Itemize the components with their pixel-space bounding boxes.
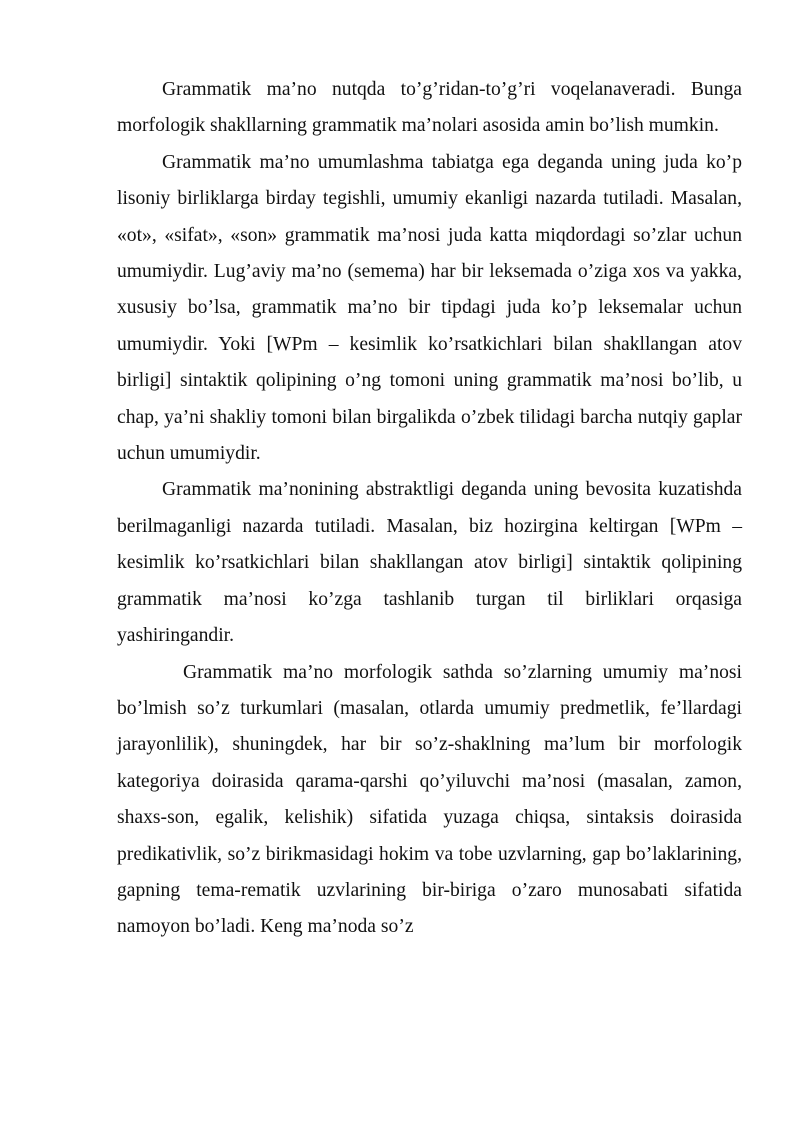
paragraph-3: Grammatik ma’nonining abstraktligi deganda uning bevosita kuzatishda berilmaganligi nazarda tutiladi. Masalan, biz hozirgina keltirgan [WPm – kesimlik ko’rsatkichlari bilan shakllangan atov birligi] sintaktik qolipining grammatik ma’nosi ko’zga tashlanib turgan til birliklari orqasiga yashiringandir. <box>117 479 742 647</box>
paragraph-1: Grammatik ma’no nutqda to’g’ridan-to’g’ri voqelanaveradi. Bunga morfologik shakllarning grammatik ma’nolari asosida amin bo’lish mumkin. <box>117 79 742 137</box>
paragraph-2: Grammatik ma’no umumlashma tabiatga ega deganda uning juda ko’p lisoniy birliklarga birday tegishli, umumiy ekanligi nazarda tutiladi. Masalan, «ot», «sifat», «son» grammatik ma’nosi juda katta miqdordagi so’zlar uchun umumiydir. Lug’aviy ma’no (semema) har bir leksemada o’ziga xos va yakka, xususiy bo’lsa, grammatik ma’no bir tipdagi juda ko’p leksemalar uchun umumiydir. Yoki [WPm – kesimlik ko’rsatkichlari bilan shakllangan atov birligi] sintaktik qolipining o’ng tomoni uning grammatik ma’nosi bo’lib, u chap, ya’ni shakliy tomoni bilan birgalikda o’zbek tilidagi barcha nutqiy gaplar uchun umumiydir. <box>117 151 742 465</box>
paragraph-4: Grammatik ma’no morfologik sathda so’zlarning umumiy ma’nosi bo’lmish so’z turkumlari (masalan, otlarda umumiy predmetlik, fe’llardagi jarayonlilik), shuningdek, har bir so’z-shaklning ma’lum bir morfologik kategoriya doirasida qarama-qarshi qo’yiluvchi ma’nosi (masalan, zamon, shaxs-son, egalik, kelishik) sifatida yuzaga chiqsa, sintaksis doirasida predikativlik, so’z birikmasidagi hokim va tobe uzvlarning, gap bo’laklarining, gapning tema-rematik uzvlarining bir-biriga o’zaro munosabati sifatida namoyon bo’ladi. Keng ma’noda so’z <box>117 661 742 938</box>
body-text <box>117 72 742 946</box>
